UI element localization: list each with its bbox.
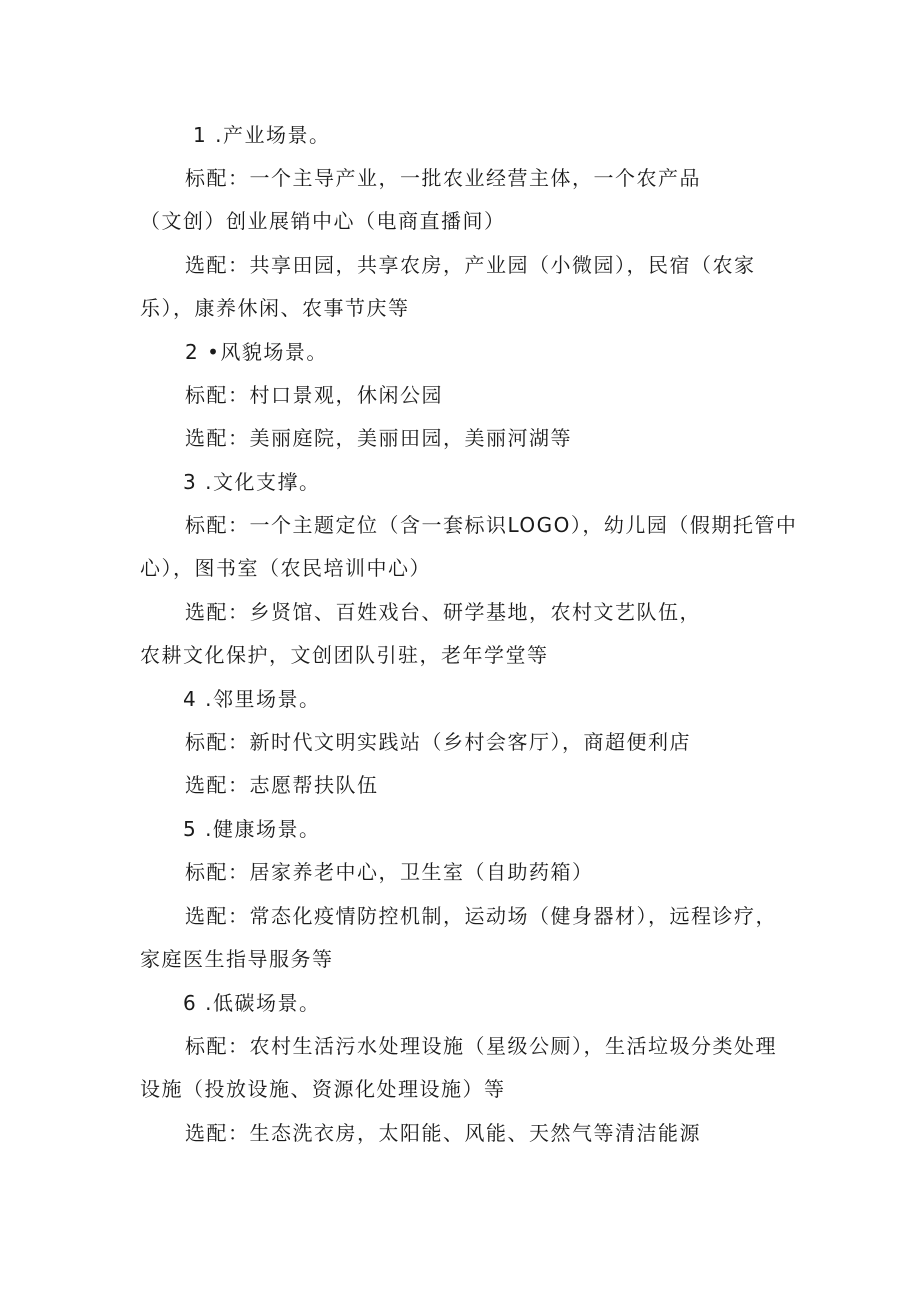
paragraph-line: 乐），康养休闲、农事节庆等: [140, 296, 410, 320]
paragraph-line: 标配：一个主题定位（含一套标识LOGO），幼儿园（假期托管中: [185, 513, 798, 537]
paragraph-line: 标配：居家养老中心，卫生室（自助药箱）: [185, 860, 594, 884]
paragraph-line: 标配：村口景观，休闲公园: [185, 383, 443, 407]
section-heading-health: 5 .健康场景。: [183, 817, 321, 841]
paragraph-line: 选配：美丽庭院，美丽田园，美丽河湖等: [185, 426, 572, 450]
paragraph-line: 选配：共享田园，共享农房，产业园（小微园），民宿（农家: [185, 253, 756, 277]
paragraph-line: 选配：乡贤馆、百姓戏台、研学基地，农村文艺队伍，: [185, 600, 701, 624]
paragraph-line: 标配：一个主导产业，一批农业经营主体，一个农产品: [185, 166, 701, 190]
paragraph-line: 农耕文化保护，文创团队引驻，老年学堂等: [140, 643, 549, 667]
section-heading-low-carbon: 6 .低碳场景。: [183, 991, 321, 1015]
paragraph-line: 选配：生态洗衣房，太阳能、风能、天然气等清洁能源: [185, 1121, 701, 1145]
paragraph-line: （文创）创业展销中心（电商直播间）: [140, 209, 506, 233]
paragraph-line: 家庭医生指导服务等: [140, 947, 334, 971]
paragraph-line: 设施（投放设施、资源化处理设施）等: [140, 1077, 506, 1101]
section-heading-industry: 1 .产业场景。: [193, 123, 331, 147]
paragraph-line: 选配：常态化疫情防控机制，运动场（健身器材），远程诊疗，: [185, 904, 777, 928]
section-heading-culture: 3 .文化支撑。: [183, 470, 321, 494]
paragraph-line: 标配：新时代文明实践站（乡村会客厅），商超便利店: [185, 730, 691, 754]
paragraph-line: 标配：农村生活污水处理设施（星级公厕），生活垃圾分类处理: [185, 1034, 777, 1058]
paragraph-line: 心），图书室（农民培训中心）: [140, 556, 431, 580]
section-heading-neighborhood: 4 .邻里场景。: [183, 687, 321, 711]
section-heading-landscape: 2 •风貌场景。: [185, 340, 328, 364]
paragraph-line: 选配：志愿帮扶队伍: [185, 773, 379, 797]
